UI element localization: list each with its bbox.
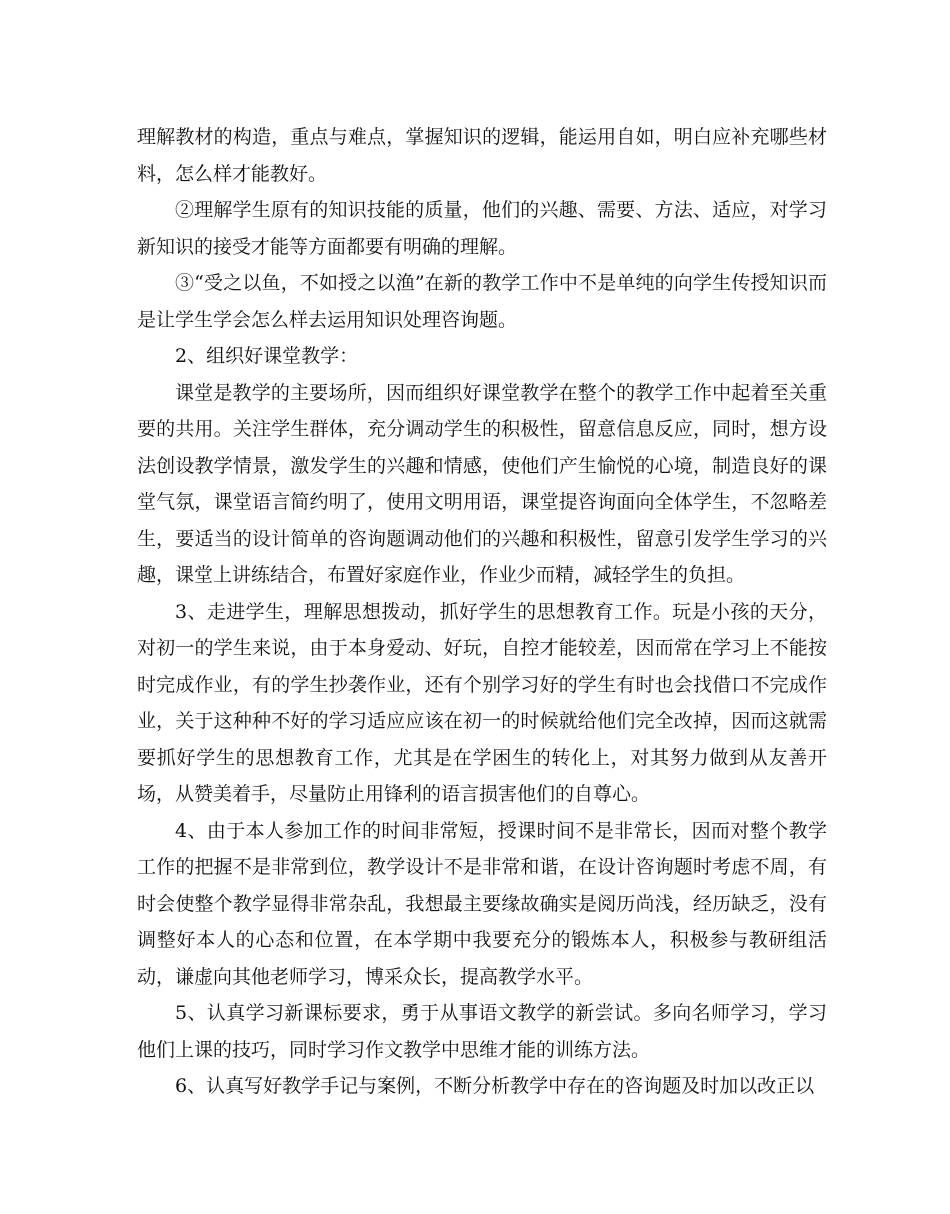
paragraph-notes: 6、认真写好教学手记与案例，不断分析教学中存在的咨询题及时加以改正以 <box>175 1075 815 1097</box>
paragraph-students: 3、走进学生，理解思想拨动，抓好学生的思想教育工作。玩是小孩的天分，对初一的学生来说，由于本身爱动、好玩，自控才能较差，因而常在学习上不能按时完成作业，有的学生抄袭作业，还有个别学习好的学生有时也会找借口不完成作业，关于这种种不好的学习适应应该在初一的时候就给他们完全改掉，因而这就需要抓好学生的思想教育工作，尤其是在学困生的转化上，对其努力做到从友善开场，从赞美着手，尽量防止用锋利的语言损害他们的自尊心。 <box>137 600 827 805</box>
document-body <box>137 119 827 1105</box>
paragraph-classroom: 课堂是教学的主要场所，因而组织好课堂教学在整个的教学工作中起着至关重要的共用。关注学生群体，充分调动学生的积极性，留意信息反应，同时，想方设法创设教学情景，激发学生的兴趣和情感，使他们产生愉悦的心境，制造良好的课堂气氛，课堂语言简约明了，使用文明用语，课堂提咨询面向全体学生，不忽略差生，要适当的设计简单的咨询题调动他们的兴趣和积极性，留意引发学生学习的兴趣，课堂上讲练结合，布置好家庭作业，作业少而精，减轻学生的负担。 <box>137 381 827 586</box>
paragraph-reflection: 4、由于本人参加工作的时间非常短，授课时间不是非常长，因而对整个教学工作的把握不是非常到位，教学设计不是非常和谐，在设计咨询题时考虑不周，有时会使整个教学显得非常杂乱，我想最主要缘故确实是阅历尚浅，经历缺乏，没有调整好本人的心态和位置，在本学期中我要充分的锻炼本人，积极参与教研组活动，谦虚向其他老师学习，博采众长，提高教学水平。 <box>137 819 827 988</box>
paragraph-item-3: ③“受之以鱼，不如授之以渔”在新的教学工作中不是单纯的向学生传授知识而是让学生学会怎么样去运用知识处理咨询题。 <box>137 272 827 331</box>
paragraph-item-2: ②理解学生原有的知识技能的质量，他们的兴趣、需要、方法、适应，对学习新知识的接受才能等方面都要有明确的理解。 <box>137 199 827 258</box>
paragraph-continuation: 理解教材的构造，重点与难点，掌握知识的逻辑，能运用自如，明白应补充哪些材料，怎么样才能教好。 <box>137 126 827 185</box>
paragraph-curriculum: 5、认真学习新课标要求，勇于从事语文教学的新尝试。多向名师学习，学习他们上课的技巧，同时学习作文教学中思维才能的训练方法。 <box>137 1002 827 1061</box>
section-heading: 2、组织好课堂教学： <box>175 345 359 367</box>
